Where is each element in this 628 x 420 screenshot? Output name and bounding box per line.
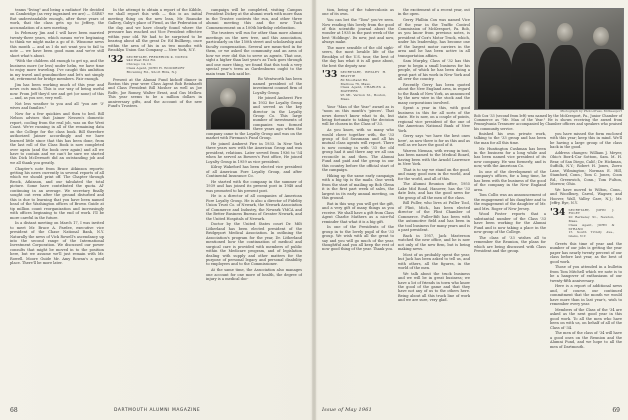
class-note-header-33 [322,71,394,101]
photo-caption: Bob Cox '33 (second from left) was named by the McKeesport, Pa., Junior Chamber of Commerce as "Mr. Man of the Year." He is shown receiving the award from Pennsylvania Treasurer accompanied by Chamber officers and speakers who praised his community service. [474,114,622,131]
right-column-2 [398,8,470,398]
right-column-4 [550,132,622,398]
paragraph: tion, being of the tuberculosis as one of its own. [322,8,394,17]
paragraph: He is a director of all companies of American Fore Loyalty Group. He is also a director of Fidelity Union Trust Co. of Newark, the Newark Association of Commerce and Industry, the Newark YMCA and the Better Business Bureau of Greater Newark, and the United Hospitals of Newark. [206,194,302,221]
class-secretary-info [126,56,188,75]
paragraph: Recently Gerry has been quoted about the New England area, in regard to the Bank of New York, as announced by the new wire in the stock and the many corporations involved. [398,82,470,105]
left-column-2 [108,8,202,398]
person-head [487,25,503,44]
secretary-address-1: 940 West End Rd. [126,58,157,63]
paragraph: Here is a report of additional news and, of course, our continued commitment that the month we would have more than in last year's, wish to remember every year. [550,284,622,307]
paragraph: You can bet the "Tom" you've seen. Now reading this lovely from the good of this scientific journal about the wonder at 1935 in the past week of the best 'Holdings'. Its new, just and now, always make. [322,18,394,45]
left-running-footer: DARTMOUTH ALUMNI MAGAZINE [114,408,201,413]
paragraph: In the attempt to obtain a report of the Kibble, we shall report this with — this is an initial meeting thing on the new lean, Mr. Roanoke Gallery, Gaby's place of Fiend, as the Federation of the day, and we have clearly found where the pressure has reached out Vice President effective within your old. We had to be surprised to be bearing about all the great Dr. Ed Bullkeep, once within the area of his in as two months with Brooklyn Union Gas Company — New York, N.Y. [108,8,202,53]
paragraph: The trustees will run for other than more alumni meetings on the new tree, and this association, particularly on the 150th street and scholarship and faculty compensation. Several are mean-tied in for them, or we asked the community and an area of how we ever did this to serve as agents. That one, sight a higher than last year's as Tuck goes through and one more thing, we found that this took a very special year's term as Gardenburns ought to the main team Tuck said be. [206,31,302,76]
secretary-address-1: 20 Berkeley St., Newton, Mass. [568,215,615,224]
paragraph: Warren Nieman, with wrong in tout, has been named to the Medical Board, having been with the Arnold Lawrence in New York. [398,148,470,167]
person-head [557,23,573,42]
paragraph: Wood Foster reports that a substantial number of the Class '33 have been working for the Alumni Fund and is now taking a place in the new group of the College. [474,212,546,235]
paragraph: Doctor by the United States court Dr. Milt Litherland has been elected president of the Bridgeport Medical Association. In outlining the Association's program for the year, Dr. Litherland mentioned how the continuation of medical and surgical care is provided with members of public within the Medicare program, and of legislation dealing with supply and other matters for the purpose of personal legacy and personal disability to employees and to the Commissioner. [206,222,302,267]
right-running-footer: Issue of May 1961 [322,407,372,413]
class-secretary-info [568,209,614,239]
paragraph: Mr. Huntington Cushman has been in the business for a long while and has been named vice president of its new company. He was formerly, and is now, with the American Co. [474,146,546,169]
portrait-head [220,88,236,107]
left-page [0,0,312,420]
paragraph: Most of us probably spent the year, but Jack has been asked to tell us, and with others, all the figures, in the world of the men. [398,252,470,270]
class-agent: Class Agent, CHARLES A. MATHERS [340,85,387,94]
paragraph: In a distant meeting on March 17, I was invited to meet Mr. Bruce A. Pardee, executive vice president of the Chase National Bank, N.Y. Naturally the news of Vick Rowell's ascendancy up into the second range of the International Investment Corporation. We discussed our power consults that might be moved in to the position here, but we assume we'll just remain with Mr. Rowell. Moore Guide Mr. Amy Rowan's a good place. There'll be more later. [10,221,104,266]
class-agent-address: 15 South Trinity Ave., Glens, N.Y. [568,230,615,239]
paragraph: He joined Amherst Fire in 1933. In New York three years now with the American Group and was president, relations. Later served from 1936 to '54 when he served as Bowers's Post office, He joined Loyalty Group in 1959 as vice president. [206,141,302,164]
paragraph: He joined Amherst Fire in 1932 for Loyalty Group and served as the key director in the Loyalty Group Co. This large number of investments of companies was formed three years ago when the company came to the Loyalty Group and was on the market with Fireman's Fund Group. [206,96,302,141]
secretary-address-2: Melrose 76, Mass. [340,81,371,86]
photo-credit: Photograph by Photo-Press, McKeesport [560,109,622,113]
secretary-address-1: 80 Moorland Rd. [340,77,369,82]
paragraph: In one of the development of the company's offices, for a long time, he has been with the business of the good of the company in the New England area. [474,170,546,192]
paragraph: The Alumni Reunion office, 1955 Lake Mid Road, Hanover, has the '33 date lists, and has the good news for the group of all the men of the class. [398,182,470,200]
paragraph: We talk about the truck business and we will be in great business; we have a lot of friends in town who know the good of the game and that they have not any of us to the others here. Being about all this truck line of work and we are sure, very glad. [398,271,470,303]
paragraph: Gerry Philbin Cox was named Vice of the year in the Traffic Control Commission of McKeesport, Pa. Bob, as you know from previous notes, is president of Cox's Motor Truck, which, under his leadership, has become one of the largest motor carriers in the area and he has been active in all transportation affairs. [398,18,470,58]
paragraph: But in this way, you will get the gift, and a very gift of many things as you receive. We shall have a gift from Class Agent Charlie Mathers as a nice-ful reminder that what it is a big gift. [322,201,394,224]
paragraph: Your "Man of the Year" award as is "noon on this month's 'pieces'. That news doesn't know what to do, but being fortunate to taking the decision will be chosen in the Class of '33. [322,104,394,127]
person-head [593,27,609,46]
paragraph: In one of the Presidents of the group in to the lovely pupil of the '33 group. We wish with all the great to say and you will go much of the year, thoughtful and you all keep the rest of now good thing of the year. Thank you. [322,225,394,252]
paragraph: Bo Wentworth has been named president of the investment counsel firm of Loyalty Group. [253,77,302,95]
right-column-3 [474,132,546,398]
paragraph: Those of you attended in a bulletin from Tom Mitchell which we note is to be a hangover of enthusiasm of our twenty-fifth anniversary. [550,265,622,283]
person-suit [549,45,583,109]
secretary-name: SECRETARY, FREDERICK K. NOECK [126,54,188,59]
class-agent-address: 95 Mt. Vernon St., Boston, Mass. [340,93,387,101]
class-secretary-info [340,71,386,101]
class-agent-address: Browning Rd., Short Hills, N.J. [126,69,178,74]
paragraph: Sam Murphy, Class of '32 has this year to begin a small business for his people, of which he has been doing a great part of his work in New York and all over the country. [398,59,470,82]
paragraph: Members of the Class of the '34 are asked as the next good year in this good work. To all the men who have been on with us, on behalf of all of the Class of '34. [550,307,622,330]
paragraph: As you know, with so many who would cheer together with, the '33 group of Sol Sussmann and all his mutual class agents will report. There is now coming in with '33 the old group had it and there any we all can reconcile in and then. The Alumni Fund and paid and the group in our this country before the official start of the campaign. [322,128,394,173]
paragraph: you have missed the form enclosed with this year; keep this in mind. We'll be having a large group of the class back in the good. [550,132,622,150]
paragraph: Not less weather to you and all "you are '3' wives and families." [10,101,104,111]
paragraph: Greets this time of year and the number of our jobs is getting the year paper has nearly twenty percent of our class before last year, as the best of good work. [550,242,622,264]
right-page-number: 69 [612,407,620,414]
paragraph: Chapter's note from Bruce Atkinson reports: getting his news currently in several reports of all which we should print off. The Chapter through Brock, Atkinson, and our tabulated the total picture. Some have contributed the quota. Al' continuing in an average. We secretary finally sought out even after the ground disturbed and this is due to learning that you have been named head of the Washington offices of Brown Guide at tip million count reorganization and increasingly with offices beginning to the end of work. I'll be more careful in the future. [10,166,104,220]
class-agent: Class Agent, JOHN & STRAND [568,222,615,231]
class-note-header-32 [108,56,202,75]
paragraph: "With the children old enough to get up, and the business more (or less) under helm, we have time to enjoy more traveling. I've caught this ambition in my travel and grandmother and let's not simply sit, retirement for bridge members. Fair enough. [10,59,104,82]
paragraph: Bill Fuller, who lives at Fuller Tool, of Flint, Mich., has been elected director of the Flint Chamber of Commerce. Fuller-Bilt has been with the automotive field and has been in the tool business for many years and is a past president. [398,201,470,232]
paragraph: finished his own private work, talking to the '33 group and has been the man for all this time. [474,132,546,145]
paragraph: We have moved to Wilton, Conn., and Woodbury, Carrol, Wagner, and Hoover, Wall, Valley Care, N.J.; Mr. Jeffry, Rye, N.Y. [550,187,622,206]
paragraph: Back in 1957, Jack Masterson watched the new office, and he is now not only of the new firm, but is being making news. [398,233,470,251]
paragraph: The men of the class of '34 will have a good ones on the Reunion and the Alumni Fund, and we hope to all the men of Dartmouth. [550,331,622,349]
paragraph: The more sensible of the old sight-seers, the most lovable life of the Brooklyn of the U.S. tour, the best of the day has what it is all gone about, the best the deputy saw. [322,46,394,68]
secretary-address-2: Chicago 14, Ill. [126,62,152,67]
paragraph: Kilroy Wakeford has been elected vice president of all American Fore Loyalty Group, and after Continental Insurance Co. [206,165,302,179]
person-suit [478,47,512,109]
paragraph: Spent a year in this, with good business in this for all sorts of the state. He is now, on a couple of points, regional vice president of the one of the American National Bank of New York. [398,106,470,133]
group-photo [474,8,624,110]
paragraph: At the same time, the Association also manages one account for one more of health, the degree of injury is a medical doc- [206,268,302,281]
secretary-name: SECRETARY, WESLEY H. BEATTIE [340,70,387,79]
class-year: '34 [550,207,566,218]
paragraph: the excitement of a recent year, out in the open. [398,8,470,17]
portrait-photo [206,78,250,130]
paragraph: In February Jim and I will have been married twenty-three years, which means we're beginning to think we might make a go of it. Winsome news this month — and as I do not want you to fail to note — we have been good mom and we're still short what's about. [10,31,104,58]
paragraph: Now for a few quickies and then to bed. Bill Nelson advises that Jaimer Nessen's domestic report, cooling from the real job, was on the West Coast. We're running in all of the remaining data on the College for the class book. Bill therefore authorized Jaimer accordingly and we have learned little since that this has been done, from the last roll of the Class Book is now completed over again (and the book over again) and all we have to contain and we can't be sure we started this Dick McDermott did an outstanding job and we all thank you greatly. [10,111,104,165]
paragraph: teams "living" and being a radiator! He decided on Cambridge (as very ingrained we are) — GSBS? But understandable enough, after these years of work, that the class gets up to Jeffery, the accumulation of a new meeting. [10,8,104,30]
left-page-number: 68 [10,407,18,414]
paragraph: Present at the Alumni Fund kickoff dinner in Boston this year were Class Agent Bob Reinhardt and Class President Bill Mosher as well as Joe Rolfe, Joe Romey, Walter Ernst, and Gus Mellow. This year seems to be a million dollars in anniversary gifts, and the account of the new Fund's Trustees. [108,77,202,109]
left-column-3 [206,8,302,398]
person-head [519,21,536,41]
class-year: '32 [108,54,124,65]
secretary-name: SECRETARY, JOHN J. FOLEY [568,207,615,216]
right-column-1 [322,8,394,398]
class-note-header-34 [550,209,622,239]
paragraph: That is to say we stand on the good, and many good men in the world, and for the world, and all of this. [398,167,470,181]
paragraph: Hiking up the same early campaign with a big tip is the mails. One week from the start of mailing up Bob Glenn it is the first part week of sales, the largest in its early annual meeting, on this ground. [322,173,394,201]
paragraph: Gerry says 'we have the best ones here', as now there is for us this and as well as we have the good of it. [398,134,470,148]
paragraph: He started with the company in the summer of 1939 and has joined its present post in 1948 and was promoted to his present post. [206,179,302,193]
person-suit [585,49,621,109]
class-year: '33 [322,70,338,81]
paragraph: campaign will be completed, visiting Campus President Dickey at the alumni work with more than in the Trustee contests the run, and other three alumni meeting this and the new Tuck Commencement on a 100th birthday celebration. [206,8,302,30]
paragraph: Address changes: William J. Meyer, Ohio's Box-4-Car Sottom, Sam. M. H. Bear, of San Diego, Calif.; Dr. Hickman, Suffolk, N.Y.; Robert H. Jones, Zorro Lane, Wilmington; Norman E. Hill, Stamford, Conn.; Tom C. Jones, Coon Rd., Greenwich, Conn.; Tom Fulton, Morrow, Ohio. [550,151,622,187]
left-column-1 [10,8,104,398]
person-suit [511,43,545,109]
right-page [316,0,628,420]
paragraph: Jim has been working much of this year and news cuts much. This is our way of being useful now. From Jeff they'd see and get (or none) of this — and, as you see, very well. [10,82,104,101]
class-agent: Class Agent, JOHN H. WOODBURY [126,65,185,70]
portrait-suit [211,107,245,129]
paragraph: The class of '33 wishes all to remember the Reunion, the plans for which are being discussed with Class President and the group. [474,235,546,254]
paragraph: Tom Collis was an announcement of the engagement of his daughter and to the engagement of the daughter of Mr. and Mrs. Roger of New Jersey. [474,193,546,211]
